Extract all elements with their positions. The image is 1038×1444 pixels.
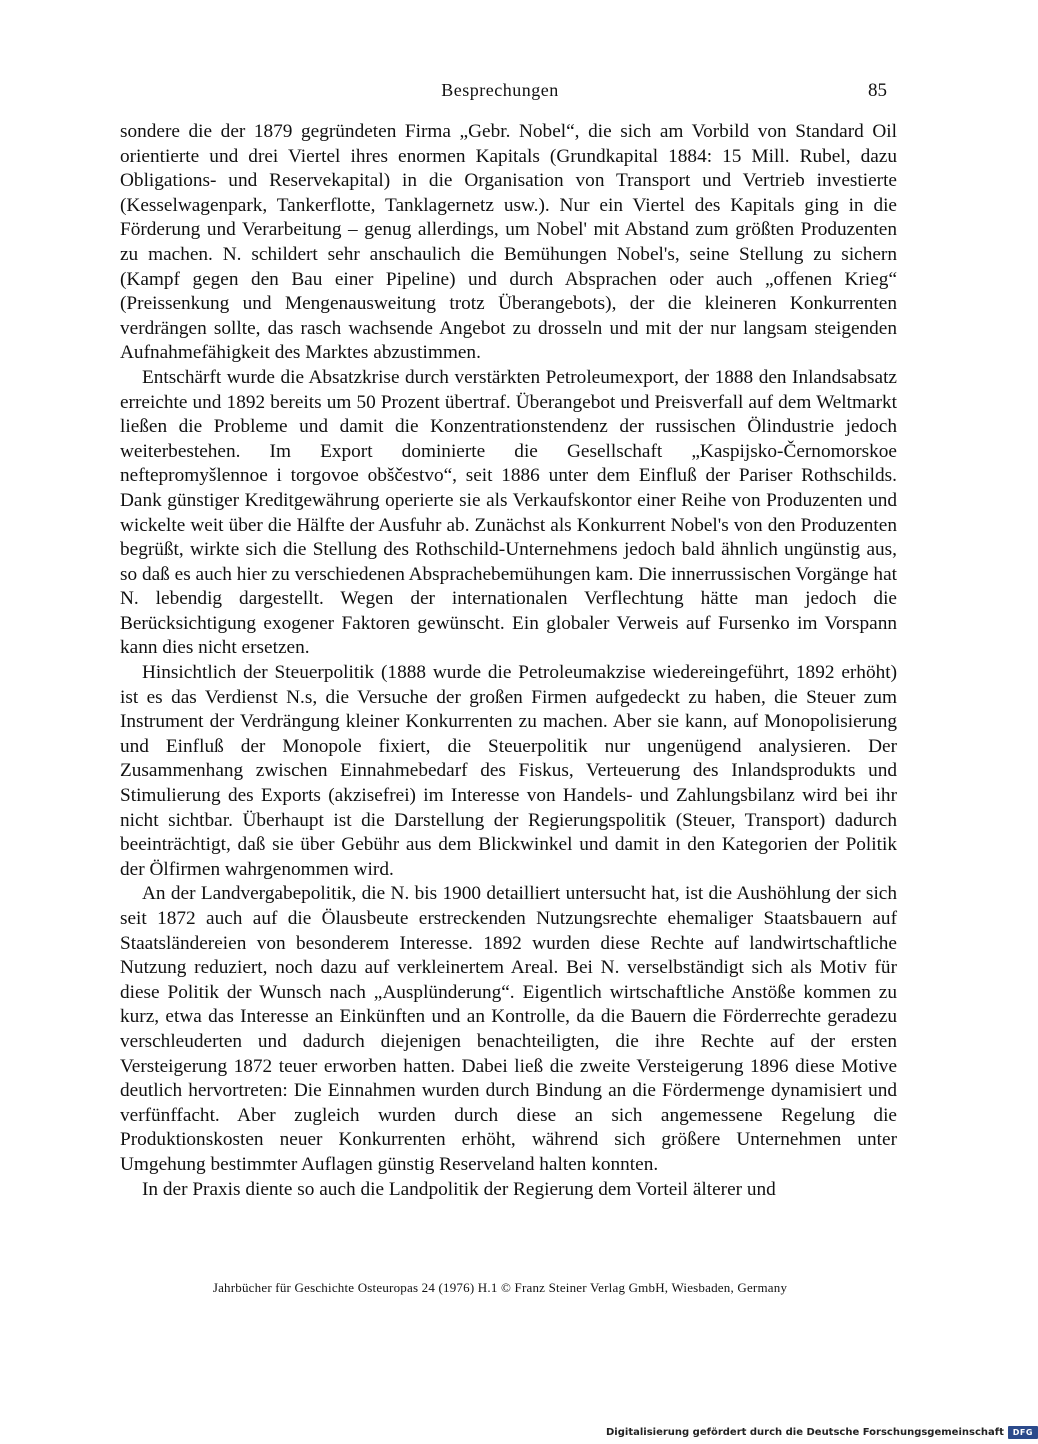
paragraph: Entschärft wurde die Absatzkrise durch verstärkten Petroleumexport, der 1888 den Inlandsabsatz erreichte und 1892 bereits um 50 Prozent übertraf. Überangebot und Preisverfall auf dem Weltmarkt ließen die Probleme und damit die Konzentrationstendenz der russischen Ölindustrie jedoch weiterbestehen. Im Export dominierte die Gesellschaft „Kaspijsko-Černomorskoe neftepromyšlennoe i torgovoe obščestvo“, seit 1886 unter dem Einfluß der Pariser Rothschilds. Dank günstiger Kreditgewährung operierte sie als Verkaufskontor einer Reihe von Produzenten und wickelte weit über die Hälfte der Ausfuhr ab. Zunächst als Konkurrent Nobel's von den Produzenten begrüßt, wirkte sich die Stellung des Rothschild-Unternehmens jedoch bald ähnlich ungünstig aus, so daß es auch hier zu verschiedenen Absprachebemühungen kam. Die innerrussischen Vorgänge hat N. lebendig dargestellt. Wegen der internationalen Verflechtung hätte man jedoch die Berücksichtigung exogener Faktoren gewünscht. Ein globaler Verweis auf Fursenko im Vorspann kann dies nicht ersetzen. xyxy=(120,366,897,659)
paragraph: Hinsichtlich der Steuerpolitik (1888 wurde die Petroleumakzise wiedereingeführt, 1892 erhöht) ist es das Verdienst N.s, die Versuche der großen Firmen aufgedeckt zu haben, die Steuer zum Instrument der Verdrängung kleiner Konkurrenten zu machen. Aber sie kann, auf Monopolisierung und Einfluß der Monopole fixiert, die Steuerpolitik nur ungenügend analysieren. Der Zusammenhang zwischen Einnahmebedarf des Fiskus, Verteuerung des Inlandsprodukts und Stimulierung des Exports (akzisefrei) im Interesse von Handels- und Zahlungsbilanz wird bei ihr nicht sichtbar. Überhaupt ist die Darstellung der Regierungspolitik (Steuer, Transport) dadurch beeinträchtigt, daß sie über Gebühr aus dem Blickwinkel und damit in den Kategorien der Politik der Ölfirmen wahrgenommen wird. xyxy=(120,662,897,880)
running-title: Besprechungen xyxy=(441,80,559,100)
paragraph: An der Landvergabepolitik, die N. bis 1900 detailliert untersucht hat, ist die Aushöhlung der sich seit 1872 auch auf die Ölausbeute erstreckenden Nutzungsrechte ehemaliger Staatsbauern auf Staatsländereien von besonderem Interesse. 1892 wurden diese Rechte auf landwirtschaftliche Nutzung reduziert, noch dazu auf verkleinertem Areal. Bei N. verselbständigt sich als Motiv für diese Politik der Wunsch nach „Ausplünderung“. Eigentlich wirtschaftliche Anstöße kommen zu kurz, etwa das Interesse an Einkünften und an Kontrolle, da die Bauern die Förderrechte geradezu verschleuderten und dadurch diejenigen benachteiligten, die ihre Rechte auf der ersten Versteigerung 1872 teuer erworben hatten. Dabei ließ die zweite Versteigerung 1896 diese Motive deutlich hervortreten: Die Einnahmen wurden durch Bindung an die Fördermenge dynamisiert und verfünffacht. Aber zugleich wurden durch diese an sich angemessene Regelung die Produktionskosten neuer Konkurrenten erhöht, während sich größere Unternehmen unter Umgehung bestimmter Auflagen günstig Reserveland halten konnten. xyxy=(120,883,897,1175)
article-body xyxy=(120,120,897,1202)
dfg-logo-icon: DFG xyxy=(1008,1426,1038,1439)
paragraph: sondere die der 1879 gegründeten Firma „Gebr. Nobel“, die sich am Vorbild von Standard Oil orientierte und drei Viertel ihres enormen Kapitals (Grundkapital 1884: 15 Mill. Rubel, dazu Obligations- und Reservekapital) in die Organisation von Transport und Vertrieb investierte (Kesselwagenpark, Tankerflotte, Tanklagernetz usw.). Nur ein Viertel des Kapitals ging in die Förderung und Verarbeitung – genug allerdings, um Nobel' mit Abstand zum größten Produzenten zu machen. N. schildert sehr anschaulich die Bemühungen Nobel's, seine Stellung zu sichern (Kampf gegen den Bau einer Pipeline) und durch Absprachen oder auch „offenen Krieg“ (Preissenkung und Mengenausweitung trotz Überangebots), der die kleineren Konkurrenten verdrängen sollte, das rasch wachsende Angebot zu drosseln und mit der nur langsam steigenden Aufnahmefähigkeit des Marktes abzustimmen. xyxy=(120,121,897,364)
journal-citation: Jahrbücher für Geschichte Osteuropas 24 (1976) H.1 © Franz Steiner Verlag GmbH, Wiesbaden, Germany xyxy=(212,1280,788,1295)
funding-note: Digitalisierung gefördert durch die Deutsche Forschungsgemeinschaft xyxy=(606,1426,1004,1438)
paragraph: In der Praxis diente so auch die Landpolitik der Regierung dem Vorteil älterer und xyxy=(142,1178,776,1200)
running-head xyxy=(0,80,1000,110)
page-number: 85 xyxy=(868,80,887,101)
digitization-footer xyxy=(606,1424,1038,1440)
